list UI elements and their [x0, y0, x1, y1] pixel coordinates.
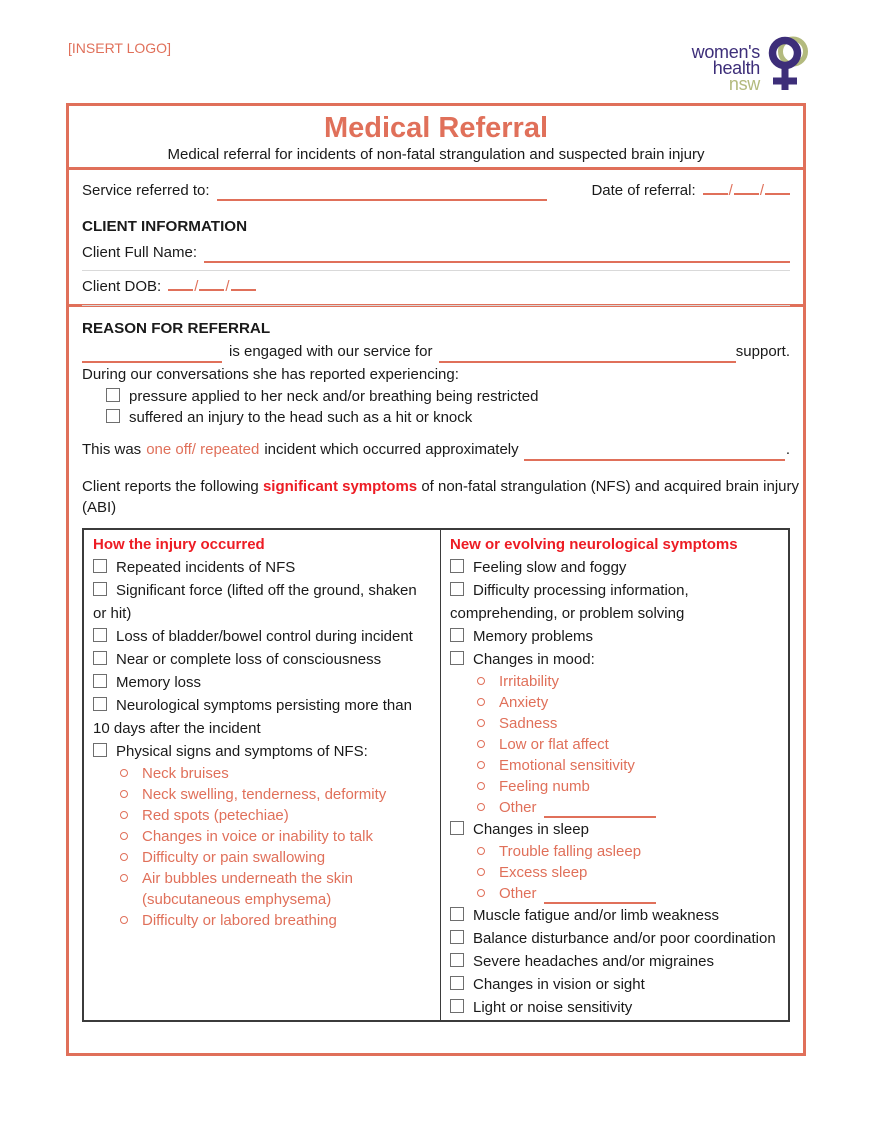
- experience-label: pressure applied to her neck and/or breathing being restricted: [129, 388, 539, 405]
- symptom-checkbox-item: [450, 996, 779, 1019]
- symptom-checkbox-item: [93, 625, 431, 648]
- symptom-label: Red spots (petechiae): [142, 807, 289, 824]
- incident-line: [82, 438, 790, 461]
- incident-suffix: incident which occurred approximately: [264, 441, 519, 458]
- symptom-label: Memory problems: [473, 628, 594, 645]
- client-info-section: [69, 170, 803, 307]
- circle-bullet-icon: [120, 790, 128, 798]
- symptom-label: Anxiety: [499, 694, 549, 711]
- checkbox-icon[interactable]: [450, 907, 464, 921]
- slash-separator: /: [194, 278, 199, 295]
- symptom-checkbox-item: [93, 740, 431, 763]
- symptom-sub-item: [450, 797, 779, 818]
- checkbox-icon[interactable]: [93, 674, 107, 688]
- symptom-checkbox-item: [450, 904, 779, 927]
- checkbox-icon[interactable]: [450, 976, 464, 990]
- symptom-label: Trouble falling asleep: [499, 843, 642, 860]
- symptom-label: Near or complete loss of consciousness: [116, 651, 382, 668]
- symptom-label: Balance disturbance and/or poor coordination: [473, 930, 776, 947]
- symptom-sub-item: [450, 692, 779, 713]
- symptom-label: Irritability: [499, 673, 560, 690]
- symptom-sub-item: [450, 671, 779, 692]
- dob-day-field[interactable]: [168, 275, 193, 291]
- symptom-label: Difficulty processing information, comprehending, or problem solving: [450, 582, 689, 622]
- client-dob-label: Client DOB:: [82, 278, 162, 295]
- symptom-sub-item: [93, 826, 431, 847]
- injury-occurred-column: [84, 530, 441, 1020]
- symptom-checkbox-item: [450, 927, 779, 950]
- conversations-line: During our conversations she has reported experiencing:: [82, 366, 459, 383]
- symptom-sub-item: [93, 910, 431, 931]
- symptom-label: Sadness: [499, 715, 558, 732]
- incident-one-off-repeated: one off/ repeated: [146, 441, 260, 458]
- symptom-label: Neurological symptoms persisting more than 10 days after the incident: [93, 697, 412, 737]
- symptom-sub-item: [93, 805, 431, 826]
- symptom-label: Neck bruises: [142, 765, 229, 782]
- symptom-label: Difficulty or labored breathing: [142, 912, 337, 929]
- symptom-checkbox-item: [450, 973, 779, 996]
- symptoms-table: [82, 528, 790, 1022]
- neurological-symptoms-list: [450, 556, 779, 1019]
- incident-prefix: This was: [82, 441, 142, 458]
- engaged-line: [82, 340, 790, 363]
- symptom-sub-item: [450, 713, 779, 734]
- engaged-text: is engaged with our service for: [229, 343, 433, 360]
- neurological-symptoms-heading: New or evolving neurological symptoms: [450, 536, 738, 553]
- circle-bullet-icon: [477, 889, 485, 897]
- logo-word-nsw: nsw: [728, 74, 760, 94]
- circle-bullet-icon: [120, 853, 128, 861]
- checkbox-icon[interactable]: [93, 628, 107, 642]
- symptom-label: Difficulty or pain swallowing: [142, 849, 326, 866]
- symptom-label: Other: [499, 799, 537, 816]
- date-of-referral-label: Date of referral:: [591, 182, 696, 199]
- circle-bullet-icon: [477, 677, 485, 685]
- slash-separator: /: [225, 278, 230, 295]
- circle-bullet-icon: [120, 832, 128, 840]
- circle-bullet-icon: [477, 740, 485, 748]
- circle-bullet-icon: [477, 719, 485, 727]
- circle-bullet-icon: [120, 769, 128, 777]
- symptom-label: Excess sleep: [499, 864, 588, 881]
- symptom-label: Feeling numb: [499, 778, 590, 795]
- page-title: Medical Referral: [323, 112, 549, 144]
- experience-checkbox-item: [106, 407, 790, 428]
- circle-bullet-icon: [477, 847, 485, 855]
- symptom-label: Light or noise sensitivity: [473, 999, 633, 1016]
- client-information-heading: CLIENT INFORMATION: [82, 218, 248, 235]
- support-type-field[interactable]: [439, 347, 735, 363]
- injury-occurred-heading: How the injury occurred: [93, 536, 265, 553]
- symptom-sub-item: [450, 841, 779, 862]
- checkbox-icon[interactable]: [93, 651, 107, 665]
- symptom-checkbox-item: [450, 648, 779, 671]
- date-day-field[interactable]: [703, 179, 728, 195]
- other-blank-field[interactable]: [544, 889, 656, 904]
- checkbox-icon[interactable]: [93, 582, 107, 596]
- checkbox-icon[interactable]: [93, 559, 107, 573]
- other-blank-field[interactable]: [544, 803, 656, 818]
- client-dob-field[interactable]: [168, 275, 255, 297]
- symptom-checkbox-item: [93, 671, 431, 694]
- reports-paragraph: [82, 476, 802, 518]
- symptom-checkbox-item: [93, 648, 431, 671]
- dob-month-field[interactable]: [199, 275, 224, 291]
- symptom-label: Low or flat affect: [499, 736, 609, 753]
- significant-symptoms-highlight: significant symptoms: [262, 478, 418, 495]
- symptom-sub-item: [450, 755, 779, 776]
- symptom-checkbox-item: [93, 556, 431, 579]
- symptom-label: Severe headaches and/or migraines: [473, 953, 714, 970]
- symptom-sub-item: [450, 883, 779, 904]
- symptom-label: Changes in mood:: [473, 651, 595, 668]
- symptom-sub-item: [93, 847, 431, 868]
- symptom-label: Other: [499, 885, 537, 902]
- service-date-row: [82, 179, 790, 201]
- form-header: [69, 106, 803, 170]
- checkbox-icon[interactable]: [450, 582, 464, 596]
- symptom-label: Memory loss: [116, 674, 202, 691]
- page-subtitle: Medical referral for incidents of non-fatal strangulation and suspected brain injury: [167, 146, 705, 163]
- symptom-label: Changes in vision or sight: [473, 976, 645, 993]
- checkbox-icon[interactable]: [450, 628, 464, 642]
- date-month-field[interactable]: [734, 179, 759, 195]
- logo-wordmark: [692, 44, 760, 92]
- checkbox-icon[interactable]: [450, 930, 464, 944]
- symptom-checkbox-item: [450, 556, 779, 579]
- dob-year-field[interactable]: [231, 275, 256, 291]
- symptom-sub-item: [450, 734, 779, 755]
- client-dob-row: [82, 275, 790, 306]
- checkbox-icon[interactable]: [93, 697, 107, 711]
- symptom-label: Air bubbles underneath the skin (subcutaneous emphysema): [142, 870, 353, 908]
- support-suffix: support.: [735, 343, 790, 360]
- insert-logo-placeholder: [INSERT LOGO]: [68, 40, 171, 56]
- logo-word-womens: women's: [691, 42, 760, 62]
- slash-separator: /: [759, 182, 764, 199]
- circle-bullet-icon: [477, 761, 485, 769]
- date-year-field[interactable]: [765, 179, 790, 195]
- symptom-sub-item: [93, 784, 431, 805]
- symptom-sub-item: [450, 862, 779, 883]
- circle-bullet-icon: [120, 811, 128, 819]
- service-referred-field[interactable]: [217, 185, 547, 201]
- circle-bullet-icon: [120, 916, 128, 924]
- circle-bullet-icon: [477, 803, 485, 811]
- womens-health-nsw-logo: [692, 36, 812, 98]
- slash-separator: /: [728, 182, 733, 199]
- symptom-label: Repeated incidents of NFS: [116, 559, 296, 576]
- symptom-sub-item: [93, 868, 431, 910]
- neurological-symptoms-column: [441, 530, 788, 1020]
- checkbox-icon[interactable]: [106, 409, 120, 423]
- symptom-label: Emotional sensitivity: [499, 757, 635, 774]
- period: .: [785, 441, 790, 458]
- service-referred-label: Service referred to:: [82, 182, 210, 199]
- date-of-referral-field[interactable]: [703, 179, 790, 201]
- client-name-field[interactable]: [204, 247, 790, 263]
- checkbox-icon[interactable]: [450, 999, 464, 1013]
- circle-bullet-icon: [120, 874, 128, 882]
- symptom-label: Changes in sleep: [473, 821, 589, 838]
- experience-label: suffered an injury to the head such as a hit or knock: [129, 409, 473, 426]
- symptom-label: Loss of bladder/bowel control during incident: [116, 628, 413, 645]
- incident-time-field[interactable]: [524, 445, 785, 461]
- symptom-label: Changes in voice or inability to talk: [142, 828, 373, 845]
- symptom-checkbox-item: [93, 694, 431, 740]
- circle-bullet-icon: [477, 868, 485, 876]
- symptom-checkbox-item: [450, 579, 779, 625]
- symptom-label: Feeling slow and foggy: [473, 559, 627, 576]
- checkbox-icon[interactable]: [93, 743, 107, 757]
- symptom-label: Neck swelling, tenderness, deformity: [142, 786, 387, 803]
- symptom-checkbox-item: [93, 579, 431, 625]
- referral-form: [66, 103, 806, 1056]
- client-name-blank-field[interactable]: [82, 347, 222, 363]
- checkbox-icon[interactable]: [450, 821, 464, 835]
- symptom-label: Significant force (lifted off the ground, shaken or hit): [93, 582, 417, 622]
- female-symbol-icon: [762, 36, 812, 98]
- symptom-checkbox-item: [450, 818, 779, 841]
- symptom-checkbox-item: [450, 950, 779, 973]
- logo-word-health: health: [712, 58, 760, 78]
- circle-bullet-icon: [477, 782, 485, 790]
- experience-checkbox-item: [106, 386, 790, 407]
- reports-prefix: Client reports the following: [82, 478, 259, 495]
- reason-for-referral-section: [69, 307, 803, 1022]
- checkbox-icon[interactable]: [450, 651, 464, 665]
- circle-bullet-icon: [477, 698, 485, 706]
- symptom-sub-item: [93, 763, 431, 784]
- checkbox-icon[interactable]: [450, 559, 464, 573]
- symptom-label: Physical signs and symptoms of NFS:: [116, 743, 368, 760]
- symptom-sub-item: [450, 776, 779, 797]
- checkbox-icon[interactable]: [450, 953, 464, 967]
- injury-occurred-list: [93, 556, 431, 931]
- client-name-row: [82, 242, 790, 271]
- client-name-label: Client Full Name:: [82, 244, 198, 261]
- checkbox-icon[interactable]: [106, 388, 120, 402]
- reports-suffix: of non-fatal strangulation (NFS) and acquired brain injury (ABI): [82, 478, 800, 516]
- symptom-label: Muscle fatigue and/or limb weakness: [473, 907, 719, 924]
- symptom-checkbox-item: [450, 625, 779, 648]
- reason-for-referral-heading: REASON FOR REFERRAL: [82, 320, 271, 337]
